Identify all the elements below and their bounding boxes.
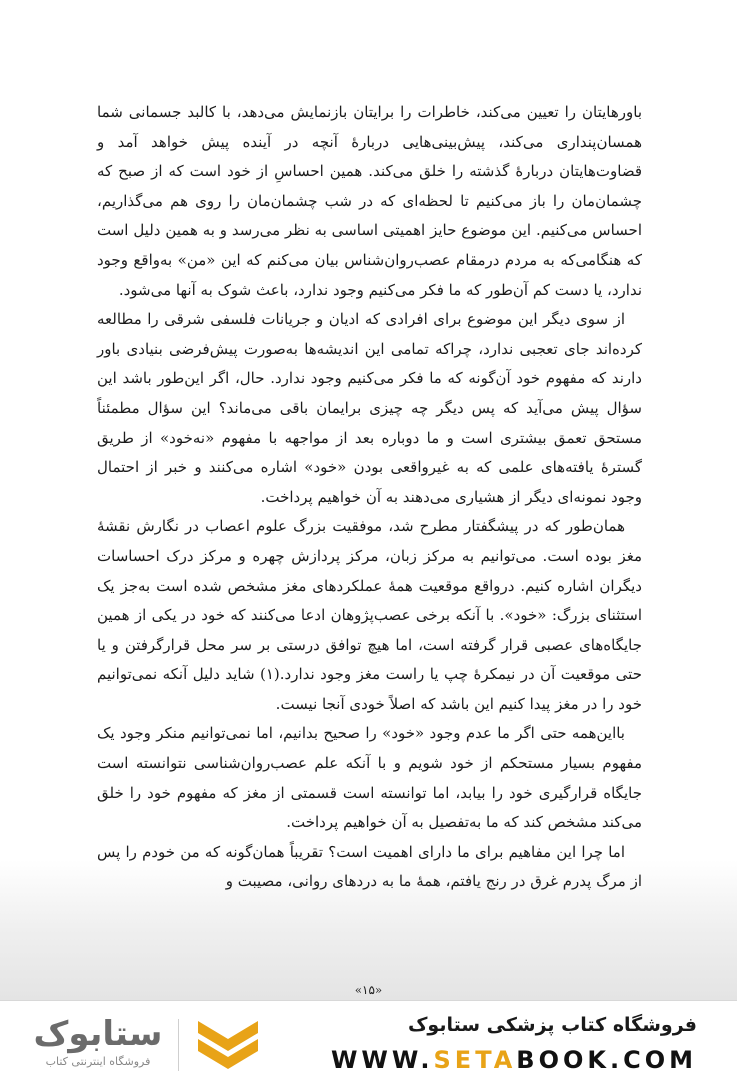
text-body — [97, 98, 642, 897]
logo-divider — [178, 1019, 179, 1071]
url-accent: SETA — [433, 1046, 517, 1074]
logo-text: ستابوک — [33, 1014, 163, 1054]
chevron-logo-icon — [188, 1017, 268, 1073]
url-suffix: BOOK.COM — [516, 1046, 697, 1074]
paragraph-1: باورهایتان را تعیین می‌کند، خاطرات را برایتان بازنمایش می‌دهد، با کالبد جسمانی شما همسان‌پنداری می‌کند، پیش‌بینی‌هایی دربارهٔ آنچه در آینده پیش خواهد آمد و قضاوت‌هایتان دربارهٔ گذشته را خلق می‌کند. همین احساسِ از خود است که از صبح که چشمان‌مان را باز می‌کنیم تا لحظه‌ای که در شب چشمان‌مان را روی هم می‌گذاریم، احساس می‌کنیم. این موضوع حایز اهمیتی اساسی به نظر می‌رسد و به همین دلیل است که هنگامی‌که به مردم درمقام عصب‌روان‌شناس بیان می‌کنم که این «من» به‌واقع وجود ندارد، یا دست کم آن‌طور که ما فکر می‌کنیم وجود ندارد، باعث شوک به آنها می‌شود. — [97, 103, 642, 299]
store-logo — [28, 1015, 268, 1075]
store-name: فروشگاه کتاب پزشکی ستابوک — [407, 1014, 697, 1036]
logo-subtitle: فروشگاه اینترنتی کتاب — [45, 1055, 151, 1068]
paragraph-4: بااین‌همه حتی اگر ما عدم وجود «خود» را صحیح بدانیم، اما نمی‌توانیم منکر وجود یک مفهوم بسیار مستحکم از خود شویم و با آنکه علم عصب‌روان‌شناسی نتوانسته است جایگاه قرارگیری خود را بیابد، اما توانسته است قسمتی از مغز که مفهوم خود را خلق می‌کند مشخص کند که ما به‌تفصیل به آن خواهیم پرداخت. — [97, 724, 642, 832]
url-prefix: WWW. — [330, 1046, 434, 1074]
page-number: «۱۵» — [354, 983, 383, 997]
paragraph-5: اما چرا این مفاهیم برای ما دارای اهمیت است؟ تقریباً همان‌گونه که من خودم را پس از مرگ پدرم غرق در رنج یافتم، همهٔ ما به دردهای روانی، مصیبت و — [97, 842, 642, 891]
paragraph-3: همان‌طور که در پیشگفتار مطرح شد، موفقیت بزرگ علوم اعصاب در نگارش نقشهٔ مغز بوده است. می‌توانیم به مرکز زبان، مرکز پردازش چهره و مرکز درک احساسات دیگران اشاره کنیم. درواقع موقعیت همهٔ عملکردهای مغز مشخص شده است به‌جز یک استثنای بزرگ: «خود». با آنکه برخی عصب‌پژوهان ادعا می‌کنند که خود در یکی از همین جایگاه‌های عصبی قرار گرفته است، اما هیچ توافق درستی بر سر محل قرارگرفتن و یا حتی موقعیت آن در نیمکرهٔ چپ یا راست مغز وجود ندارد.(۱) شاید دلیل آنکه نمی‌توانیم خود را در مغز پیدا کنیم این باشد که اصلاً خودی آنجا نیست. — [97, 517, 642, 713]
store-url[interactable] — [331, 1046, 697, 1074]
paragraph-2: از سوی دیگر این موضوع برای افرادی که ادیان و جریانات فلسفی شرقی را مطالعه کرده‌اند جای تعجبی ندارد، چراکه تمامی این اندیشه‌ها به‌صورت پیش‌فرضی بنیادی باور دارند که مفهوم خود آن‌گونه که ما فکر می‌کنیم وجود ندارد. حال، اگر این‌طور باشد این سؤال پیش می‌آید که پس دیگر چه چیزی برایمان باقی می‌ماند؟ این سؤال مطمئناً مستحق تعمق بیشتری است و ما دوباره بعد از مواجهه با مفهوم «نه‌خود» از طریق گسترهٔ یافته‌های علمی که به غیرواقعی بودن «خود» اشاره می‌کنند و خبر از احتمال وجود نمونه‌ای دیگر از هشیاری می‌دهند به آن خواهیم پرداخت. — [97, 310, 642, 506]
footer-banner — [0, 1000, 737, 1081]
